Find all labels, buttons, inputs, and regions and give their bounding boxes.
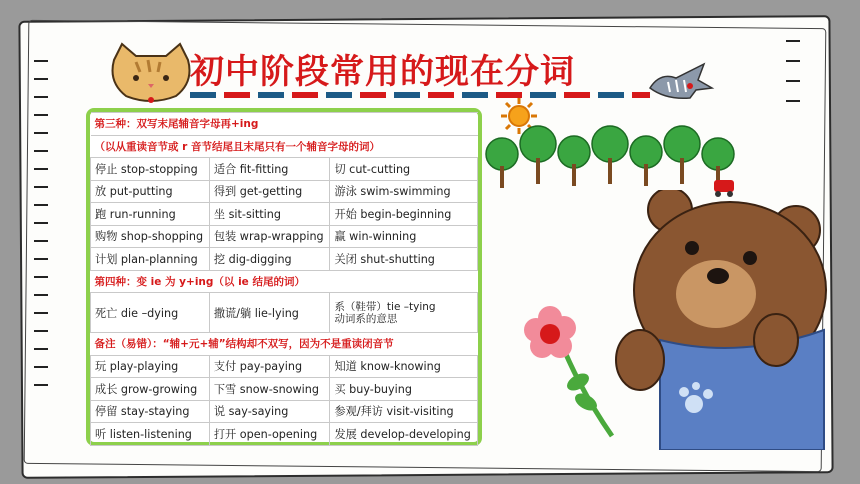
- table-cell: 死亡 die –dying: [91, 293, 210, 333]
- fish-bone-icon: [646, 58, 716, 102]
- table-cell: 成长 grow-growing: [91, 378, 210, 401]
- table-row: [91, 355, 478, 378]
- left-tick-marks: [34, 60, 54, 402]
- present-participle-table: [90, 112, 478, 446]
- table-cell: 停止 stop-stopping: [91, 158, 210, 181]
- section-3-heading: 第三种：双写末尾辅音字母再+ing: [91, 113, 478, 136]
- table-cell: 发展 develop-developing: [330, 423, 478, 446]
- table-cell-line: 动词系的意思: [334, 312, 398, 325]
- table-row: [91, 270, 478, 293]
- table-cell: 打开 open-opening: [209, 423, 330, 446]
- cat-face-icon: [106, 42, 196, 104]
- table-cell: 切 cut-cutting: [330, 158, 478, 181]
- table-cell: 游泳 swim-swimming: [330, 180, 478, 203]
- table-cell: 适合 fit-fitting: [209, 158, 330, 181]
- table-cell: 撒谎/躺 lie-lying: [209, 293, 330, 333]
- table-cell: [330, 293, 478, 333]
- tree-icon: [482, 110, 752, 200]
- table-row: [91, 333, 478, 356]
- table-row: [91, 203, 478, 226]
- table-row: [91, 400, 478, 423]
- table-row: [91, 378, 478, 401]
- table-cell: 购物 shop-shopping: [91, 225, 210, 248]
- table-cell: 计划 plan-planning: [91, 248, 210, 271]
- table-row: [91, 135, 478, 158]
- table-row: [91, 113, 478, 136]
- title-underline: [190, 92, 650, 98]
- table-cell: 支付 pay-paying: [209, 355, 330, 378]
- word-table-card: [86, 108, 482, 446]
- page-title: 初中阶段常用的现在分词: [190, 52, 575, 92]
- table-cell: 玩 play-playing: [91, 355, 210, 378]
- table-cell: 放 put-putting: [91, 180, 210, 203]
- table-row: [91, 293, 478, 333]
- table-cell: 坐 sit-sitting: [209, 203, 330, 226]
- table-cell: 得到 get-getting: [209, 180, 330, 203]
- table-cell: 开始 begin-beginning: [330, 203, 478, 226]
- right-tick-marks: [786, 40, 800, 120]
- table-row: [91, 225, 478, 248]
- table-cell: 参观/拜访 visit-visiting: [330, 400, 478, 423]
- table-cell: 停留 stay-staying: [91, 400, 210, 423]
- table-cell: 跑 run-running: [91, 203, 210, 226]
- table-row: [91, 158, 478, 181]
- table-cell: 包装 wrap-wrapping: [209, 225, 330, 248]
- table-row: [91, 248, 478, 271]
- flower-icon: [520, 300, 620, 440]
- table-cell: 下雪 snow-snowing: [209, 378, 330, 401]
- bear-illustration: [600, 190, 830, 450]
- table-cell: 买 buy-buying: [330, 378, 478, 401]
- section-3-note: （以从重读音节或 r 音节结尾且末尾只有一个辅音字母的词）: [91, 135, 478, 158]
- note-heading: 备注（易错）：“辅+元+辅”结构却不双写，因为不是重读闭音节: [91, 333, 478, 356]
- section-4-heading: 第四种：变 ie 为 y+ing（以 ie 结尾的词）: [91, 270, 478, 293]
- table-cell: 关闭 shut-shutting: [330, 248, 478, 271]
- table-row: [91, 423, 478, 446]
- table-cell: 赢 win-winning: [330, 225, 478, 248]
- table-row: [91, 180, 478, 203]
- table-cell: 知道 know-knowing: [330, 355, 478, 378]
- table-cell-line: 系（鞋带）tie –tying: [334, 300, 436, 313]
- table-cell: 听 listen-listening: [91, 423, 210, 446]
- table-cell: 挖 dig-digging: [209, 248, 330, 271]
- table-cell: 说 say-saying: [209, 400, 330, 423]
